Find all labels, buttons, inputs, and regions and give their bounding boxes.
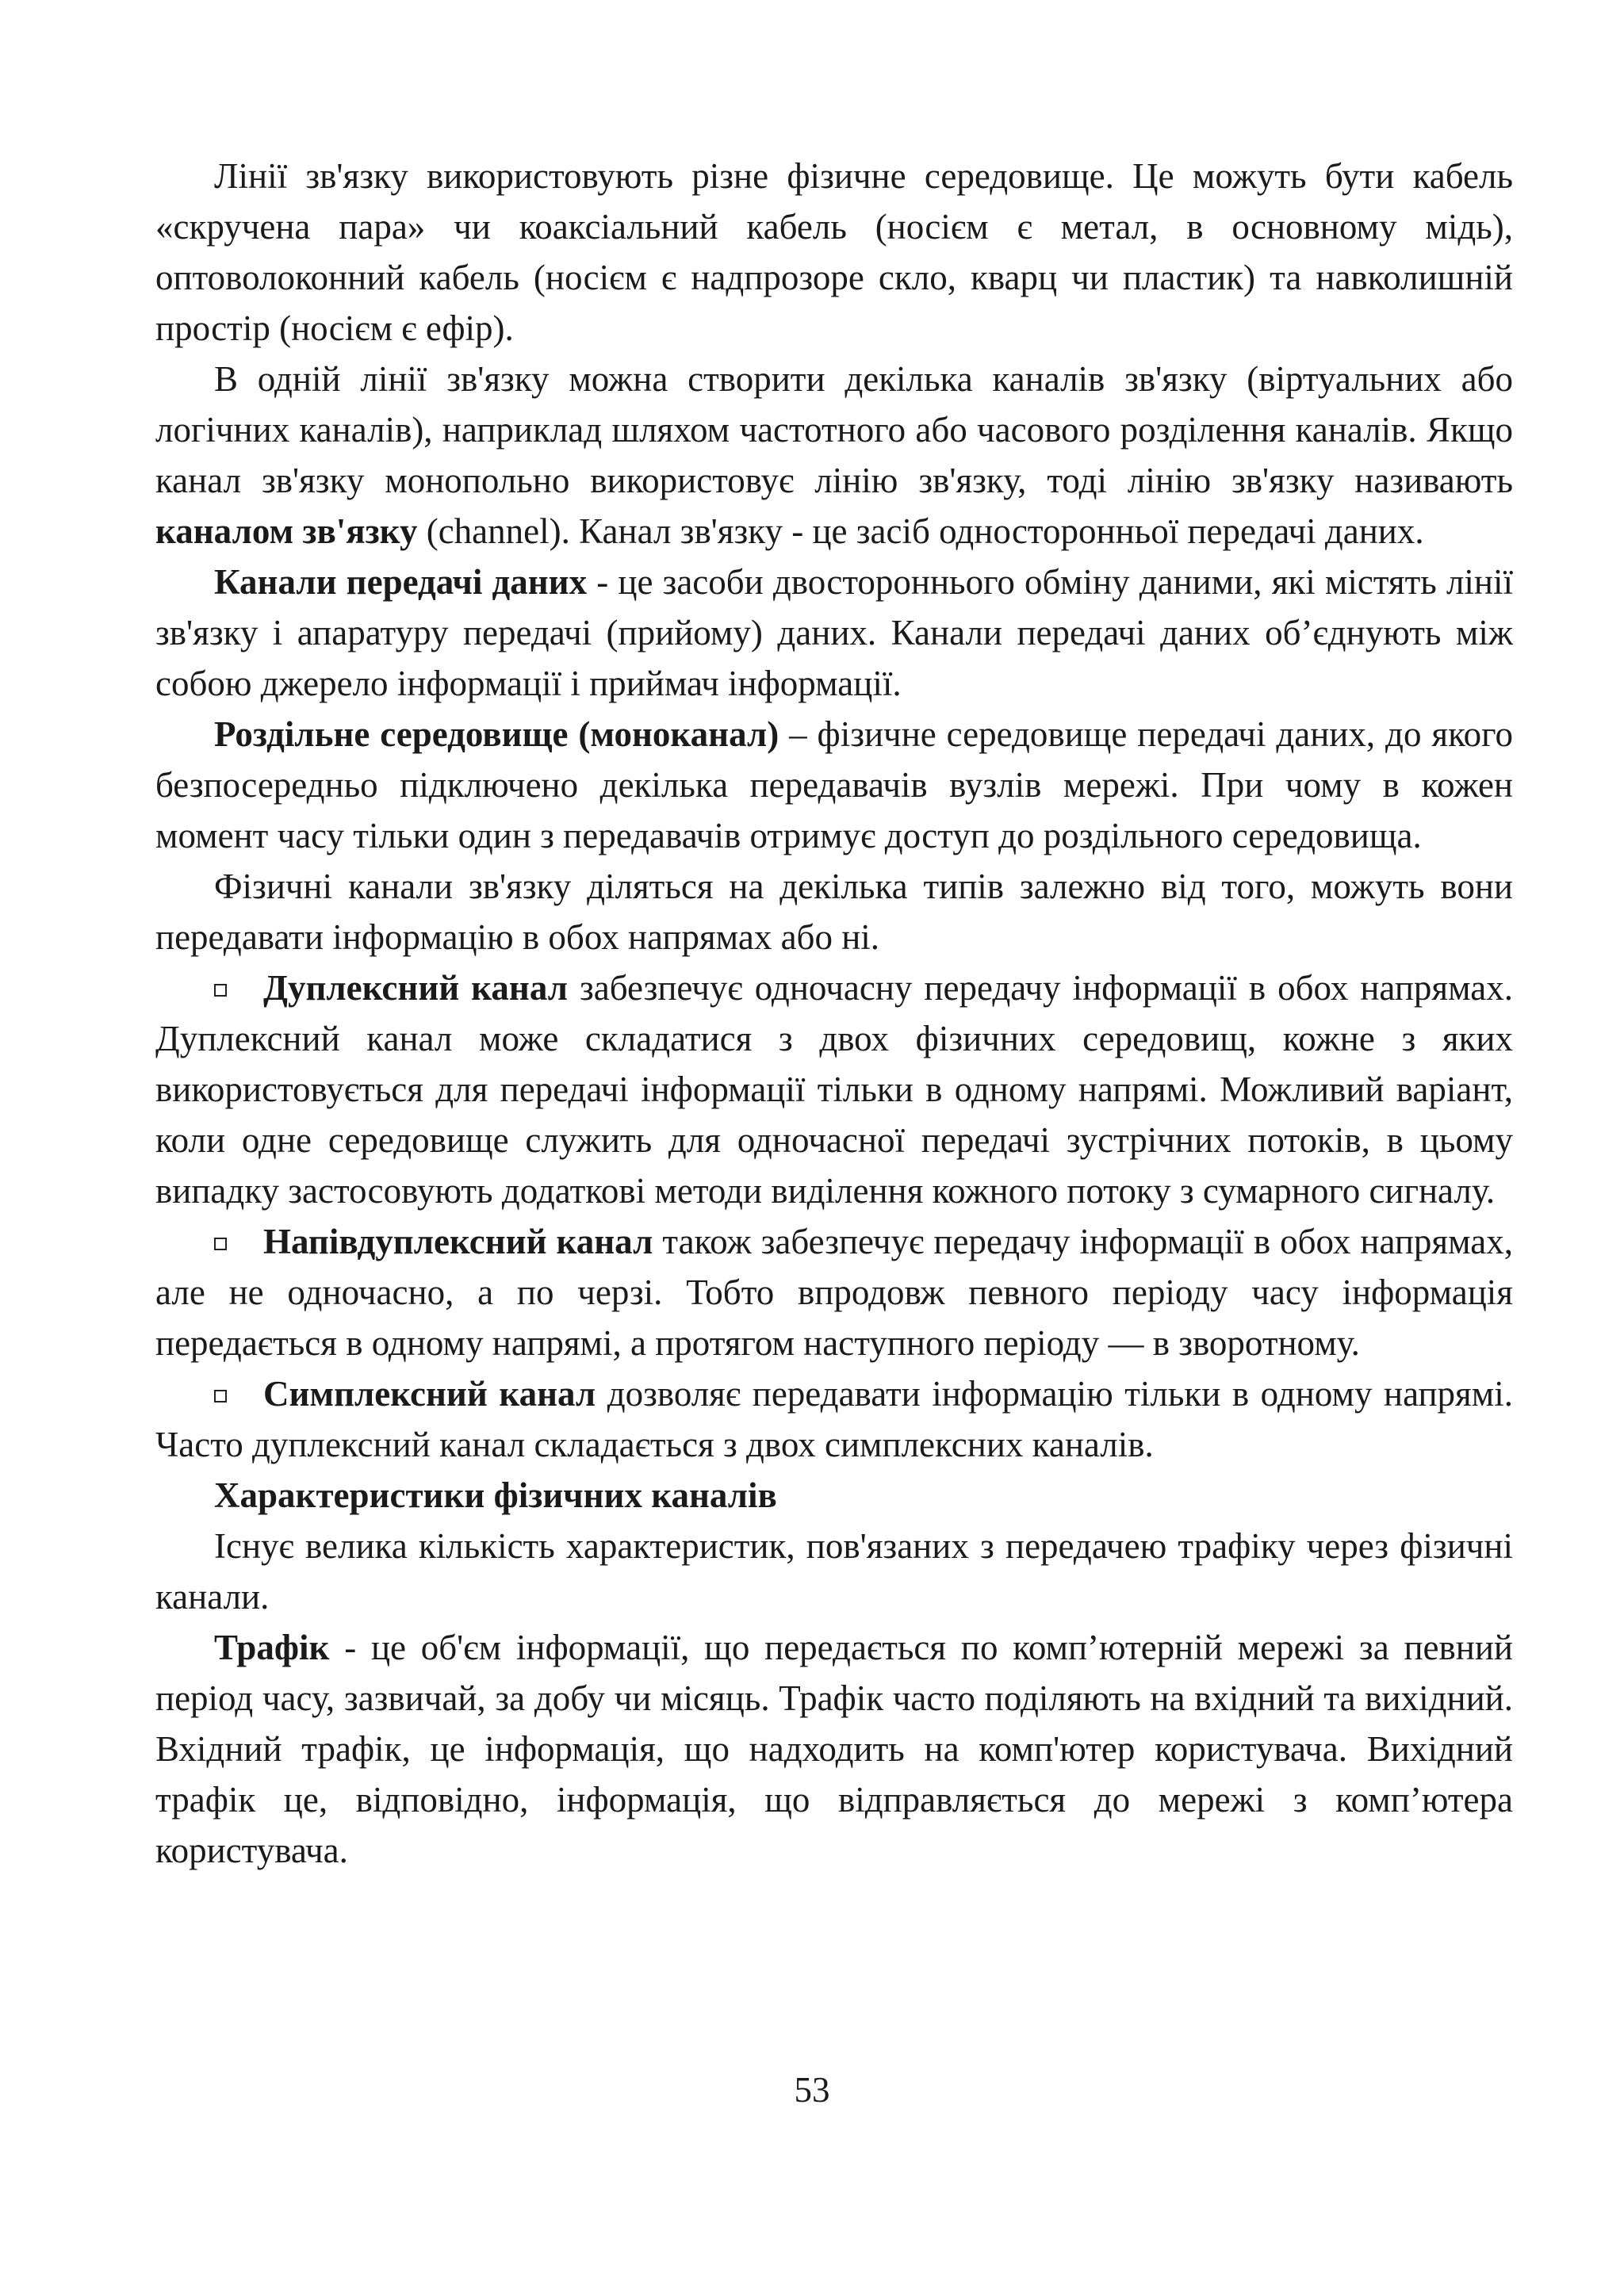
term-shared-medium: Роздільне середовище (моноканал) [214,714,779,754]
paragraph-text: В одній лінії зв'язку можна створити декілька каналів зв'язку (віртуальних або логічних каналів), наприклад шляхом частотного або часового розділення каналів. Якщо канал зв'язку монопольно використовує лінію зв'язку, тоді лінію зв'язку називають [155,359,1513,500]
paragraph-data-channels [155,557,1513,709]
paragraph-text: - це засоби двостороннього обміну даними, які містять лінії зв'язку і апаратуру передачі (прийому) даних. Канали передачі даних об’єднують між собою джерело інформації і приймач інформації. [155,562,1513,703]
paragraph-text: - це об'єм інформації, що передається по комп’ютерній мережі за певний період часу, зазвичай, за добу чи місяць. Трафік часто поділяють на вхідний та вихідний. Вхідний трафік, це інформація, що надходить на комп'ютер користувача. Вихідний трафік це, відповідно, інформація, що відправляється до мережі з комп’ютера користувача. [155,1628,1513,1870]
page-body [155,151,1513,1876]
paragraph-shared-medium [155,709,1513,861]
paragraph-channel-types [155,861,1513,962]
term-half-duplex: Напівдуплексний канал [263,1222,653,1261]
paragraph-lines-media [155,151,1513,354]
paragraph-traffic [155,1622,1513,1876]
term-data-channels: Канали передачі даних [214,562,588,602]
paragraph-text: дозволяє передавати інформацію тільки в одному напрямі. Часто дуплексний канал складається з двох симплексних каналів. [155,1374,1513,1464]
square-bullet-icon [214,1238,227,1250]
paragraph-text: також забезпечує передачу інформації в обох напрямах, але не одночасно, а по черзі. Тобто впродовж певного періоду часу інформація передається в одному напрямі, а протягом наступного періоду — в зворотному. [155,1222,1514,1363]
term-simplex: Симплексний канал [263,1374,596,1414]
page-number: 53 [794,2070,830,2110]
bullet-half-duplex [155,1216,1513,1368]
paragraph-text: Фізичні канали зв'язку діляться на декілька типів залежно від того, можуть вони передавати інформацію в обох напрямах або ні. [155,867,1513,957]
term-channel: каналом зв'язку [155,511,418,551]
square-bullet-icon [214,1390,227,1402]
square-bullet-icon [214,984,227,997]
bullet-simplex [155,1368,1513,1470]
paragraph-text: Лінії зв'язку використовують різне фізичне середовище. Це можуть бути кабель «скручена пара» чи коаксіальний кабель (носієм є метал, в основному мідь), оптоволоконний кабель (носієм є надпрозоре скло, кварц чи пластик) та навколишній простір (носієм є ефір). [155,156,1513,348]
section-heading: Характеристики фізичних каналів [214,1475,777,1515]
paragraph-text: забезпечує одночасну передачу інформації в обох напрямах. Дуплексний канал може складатися з двох фізичних середовищ, кожне з яких використовується для передачі інформації тільки в одному напрямі. Можливий варіант, коли одне середовище служить для одночасної передачі зустрічних потоків, в цьому випадку застосовують додаткові методи виділення кожного потоку з сумарного сигналу. [155,968,1513,1211]
paragraph-text: – фізичне середовище передачі даних, до якого безпосередньо підключено декілька передавачів вузлів мережі. При чому в кожен момент часу тільки один з передавачів отримує доступ до роздільного середовища. [155,714,1513,855]
paragraph-text: (channel). Канал зв'язку - це засіб односторонньої передачі даних. [417,511,1424,551]
term-duplex: Дуплексний канал [263,968,568,1008]
paragraph-characteristics [155,1521,1513,1622]
paragraph-channels [155,354,1513,557]
term-traffic: Трафік [214,1628,330,1667]
paragraph-text: Існує велика кількість характеристик, пов'язаних з передачею трафіку через фізичні канали. [155,1526,1513,1617]
bullet-duplex [155,962,1513,1216]
